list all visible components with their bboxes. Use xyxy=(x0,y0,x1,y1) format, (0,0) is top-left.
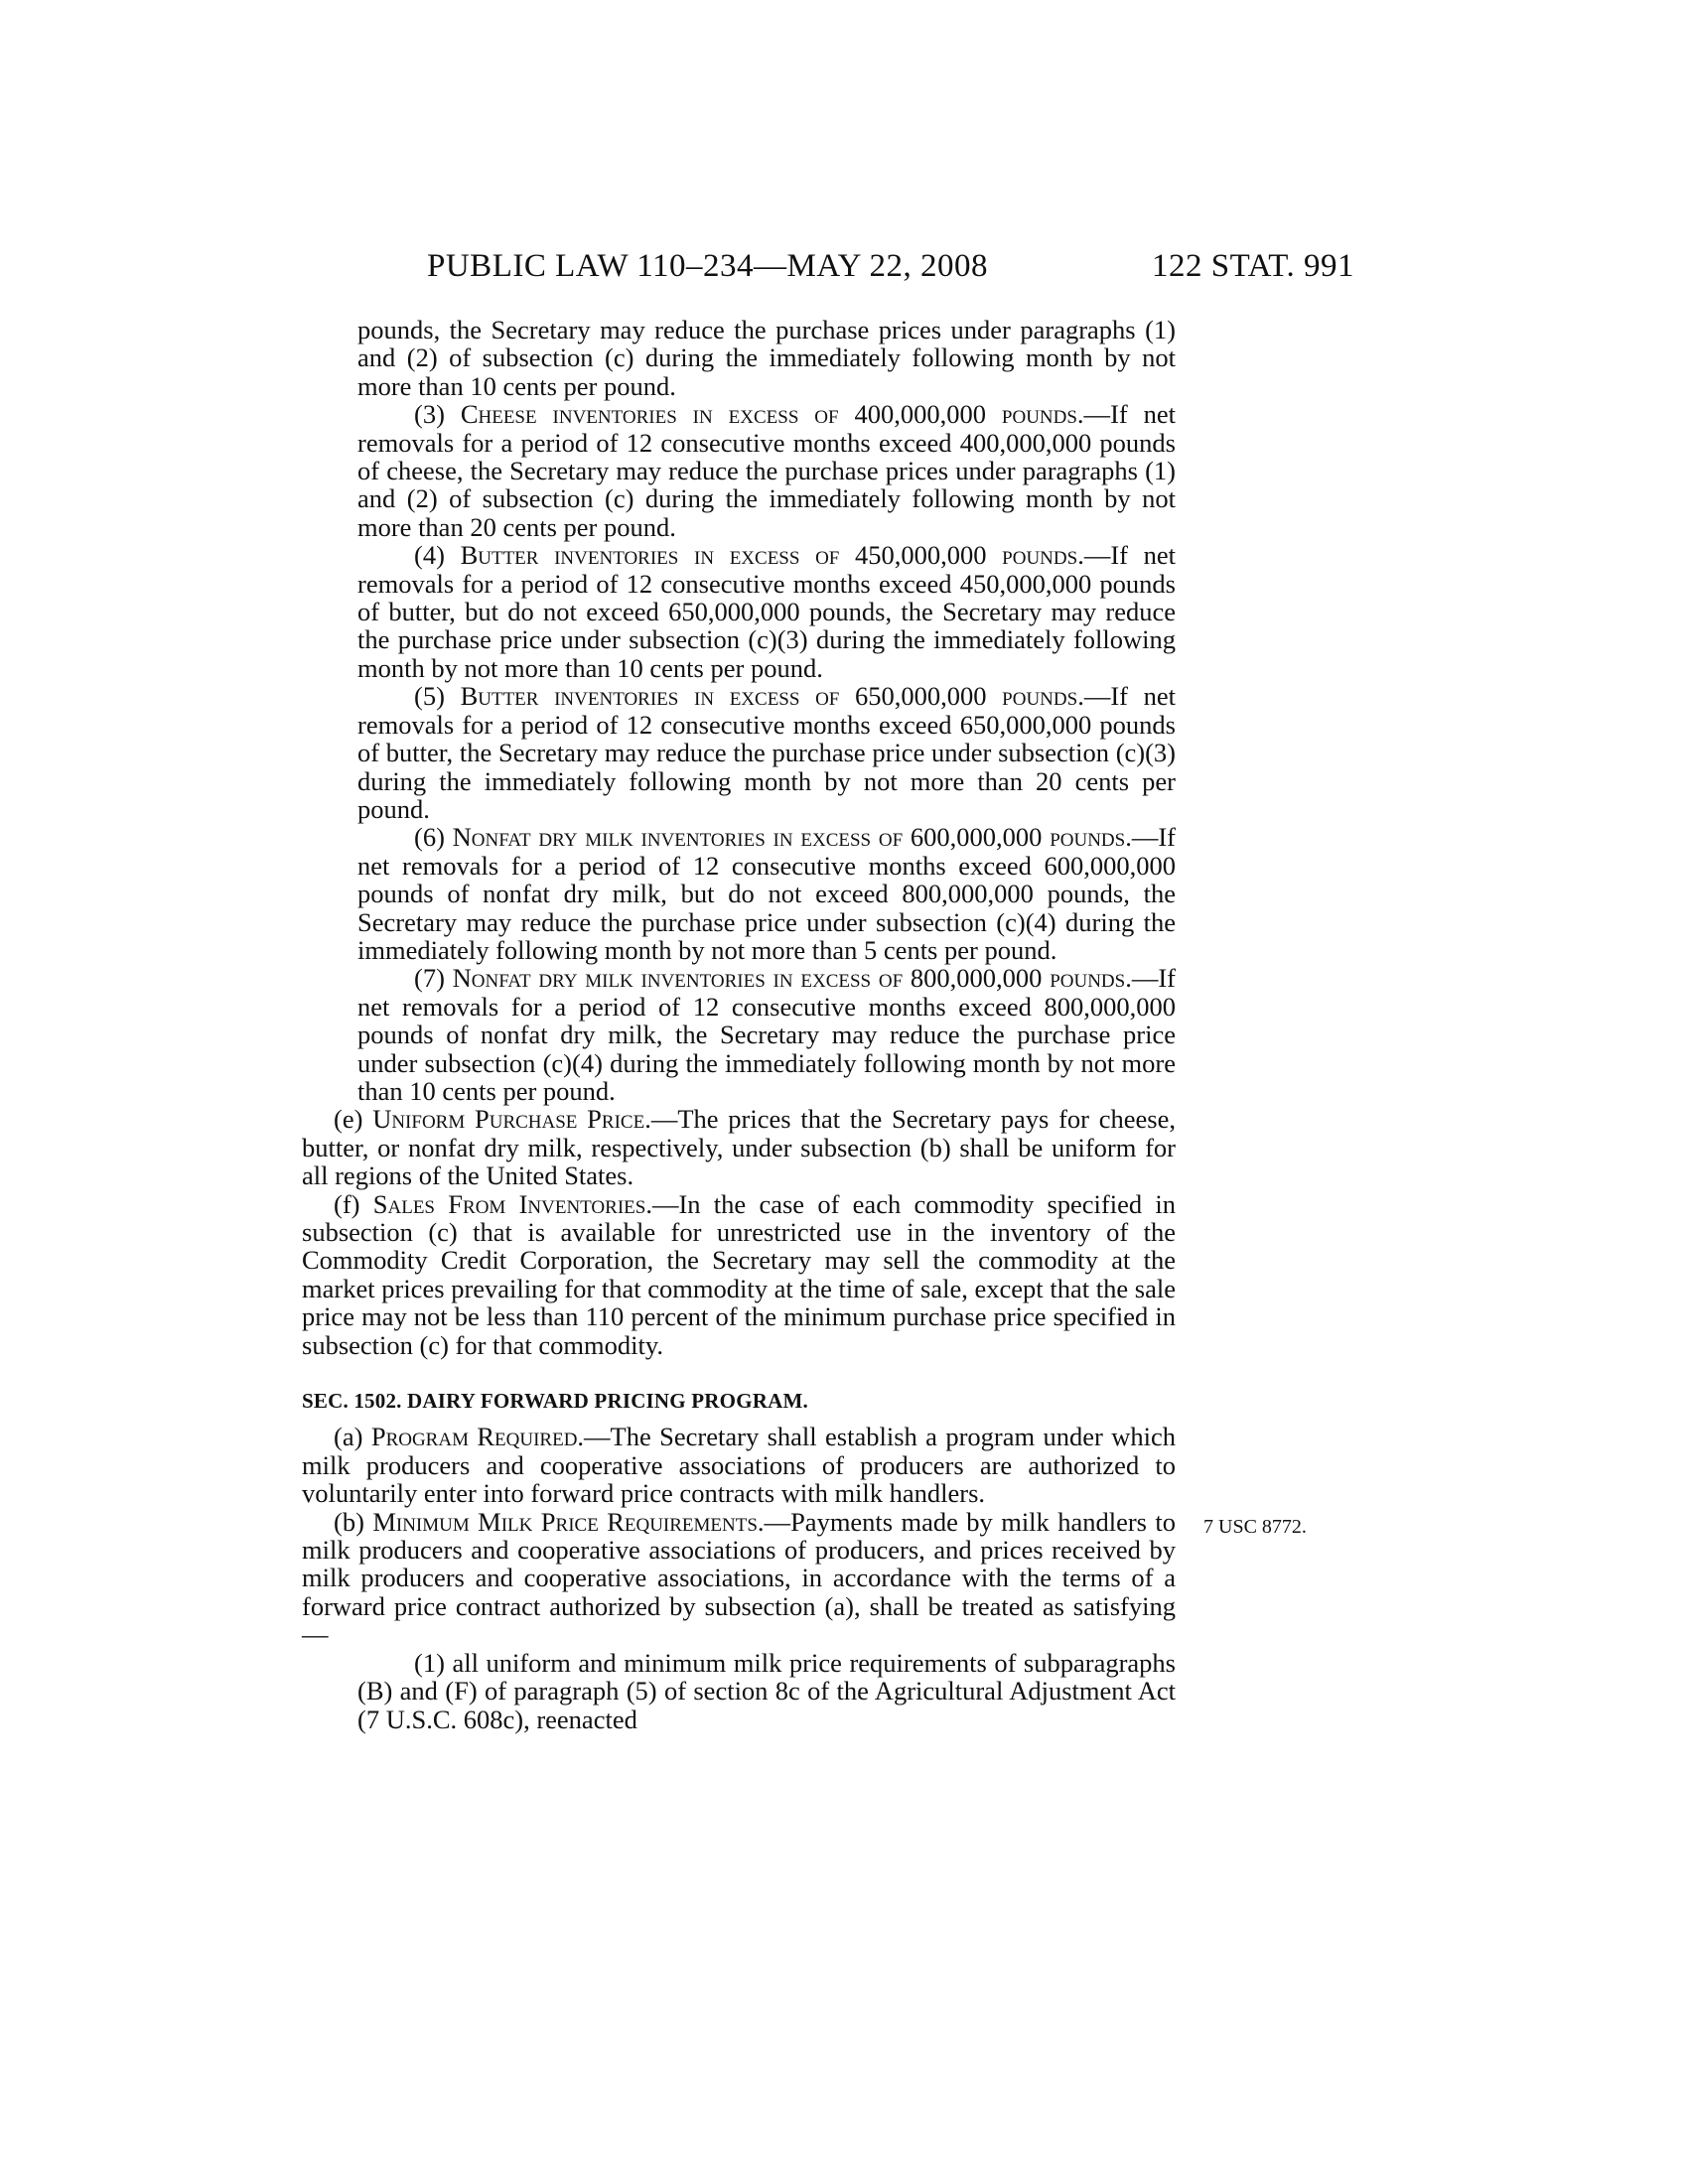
paragraph-num: (1) xyxy=(414,1647,445,1678)
item-4 xyxy=(357,541,1176,682)
item-num: (4) xyxy=(414,540,445,571)
continuation-text: pounds, the Secretary may reduce the purchase prices under paragraphs (1) and (2) of subsection (c) during the immediately following month by not more than 10 cents per pound. xyxy=(357,315,1176,401)
section-heading: SEC. 1502. DAIRY FORWARD PRICING PROGRAM. xyxy=(302,1389,808,1414)
subsection-num: (f) xyxy=(334,1188,360,1219)
item-text: If net removals for a period of 12 consecutive months exceed 600,000,000 pounds of nonfat dry milk, but do not exceed 800,000,000 pounds, the Secretary may reduce the purchase price under subsection (c)(4) during the immediately following month by not more than 5 cents per pound. xyxy=(357,822,1176,965)
header-title: PUBLIC LAW 110–234—MAY 22, 2008 xyxy=(427,248,989,284)
section-subsection-b xyxy=(302,1508,1176,1649)
item-6 xyxy=(357,823,1176,964)
item-heading: Butter inventories in excess of 650,000,000 pounds.— xyxy=(460,681,1111,712)
subsection-text: The Secretary shall establish a program under which milk producers and cooperative associations of producers are authorized to voluntarily enter into forward price contracts with milk handlers. xyxy=(302,1422,1176,1509)
item-heading: Butter inventories in excess of 450,000,000 pounds.— xyxy=(460,540,1111,571)
item-text: If net removals for a period of 12 consecutive months exceed 400,000,000 pounds of cheese, the Secretary may reduce the purchase prices under paragraphs (1) and (2) of subsection (c) during the immediately following month by not more than 20 cents per pound. xyxy=(357,399,1176,542)
header-page-number: 122 STAT. 991 xyxy=(1152,248,1355,284)
subsection-heading: Minimum Milk Price Requirements.— xyxy=(372,1506,791,1537)
subsection-text: Payments made by milk handlers to milk producers and cooperative associations of producers, and prices received by milk producers and cooperative associations, in accordance with the terms of a forward price contract authorized by subsection (a), shall be treated as satisfying— xyxy=(302,1506,1176,1650)
item-num: (3) xyxy=(414,399,445,430)
running-header xyxy=(0,248,1688,288)
item-7 xyxy=(357,964,1176,1105)
subsection-num: (a) xyxy=(334,1422,363,1452)
subsection-heading: Uniform Purchase Price.— xyxy=(372,1104,678,1135)
paragraph-1 xyxy=(357,1649,1176,1733)
subsection-text: The prices that the Secretary pays for cheese, butter, or nonfat dry milk, respectively, under subsection (b) shall be uniform for all regions of the United States. xyxy=(302,1104,1177,1191)
paragraph-1-block xyxy=(302,1649,1176,1733)
item-num: (6) xyxy=(414,822,445,853)
item-heading: Nonfat dry milk inventories in excess of 800,000,000 pounds.— xyxy=(452,963,1159,994)
item-heading: Cheese inventories in excess of 400,000,000 pounds.— xyxy=(460,399,1111,430)
subsection-num: (e) xyxy=(334,1104,363,1135)
subsection-num: (b) xyxy=(334,1506,364,1537)
item-num: (7) xyxy=(414,963,445,994)
item-5 xyxy=(357,682,1176,823)
paragraph-continuation-block xyxy=(302,316,1176,400)
subsection-heading: Sales From Inventories.— xyxy=(372,1188,679,1219)
item-text: If net removals for a period of 12 consecutive months exceed 450,000,000 pounds of butter, but do not exceed 650,000,000 pounds, the Secretary may reduce the purchase price under subsection (c)(3) during the immediately following month by not more than 10 cents per pound. xyxy=(357,540,1177,683)
section-subsection-a xyxy=(302,1423,1176,1507)
item-num: (5) xyxy=(414,681,445,712)
subsection-text: In the case of each commodity specified in subsection (c) that is available for unrestricted use in the inventory of the Commodity Credit Corporation, the Secretary may sell the commodity at the market prices prevailing for that commodity at the time of sale, except that the sale price may not be less than 110 percent of the minimum purchase price specified in subsection (c) for that commodity. xyxy=(302,1188,1176,1360)
paragraph-text: all uniform and minimum milk price requirements of subparagraphs (B) and (F) of paragraph (5) of section 8c of the Agricultural Adjustment Act (7 U.S.C. 608c), reenacted xyxy=(357,1647,1176,1734)
margin-note-usc: 7 USC 8772. xyxy=(1203,1516,1307,1538)
subsection-heading: Program Required.— xyxy=(370,1422,611,1452)
subsection-e xyxy=(302,1105,1176,1189)
page-body xyxy=(302,316,1176,1733)
item-heading: Nonfat dry milk inventories in excess of 600,000,000 pounds.— xyxy=(452,822,1159,853)
item-text: If net removals for a period of 12 consecutive months exceed 650,000,000 pounds of butter, the Secretary may reduce the purchase price under subsection (c)(3) during the immediately following month by not more than 20 cents per pound. xyxy=(357,681,1177,824)
item-text: If net removals for a period of 12 consecutive months exceed 800,000,000 pounds of nonfat dry milk, the Secretary may reduce the purchase price under subsection (c)(4) during the immediately following month by not more than 10 cents per pound. xyxy=(357,963,1176,1106)
subsection-f xyxy=(302,1190,1176,1359)
items-block xyxy=(302,400,1176,1105)
item-3 xyxy=(357,400,1176,541)
